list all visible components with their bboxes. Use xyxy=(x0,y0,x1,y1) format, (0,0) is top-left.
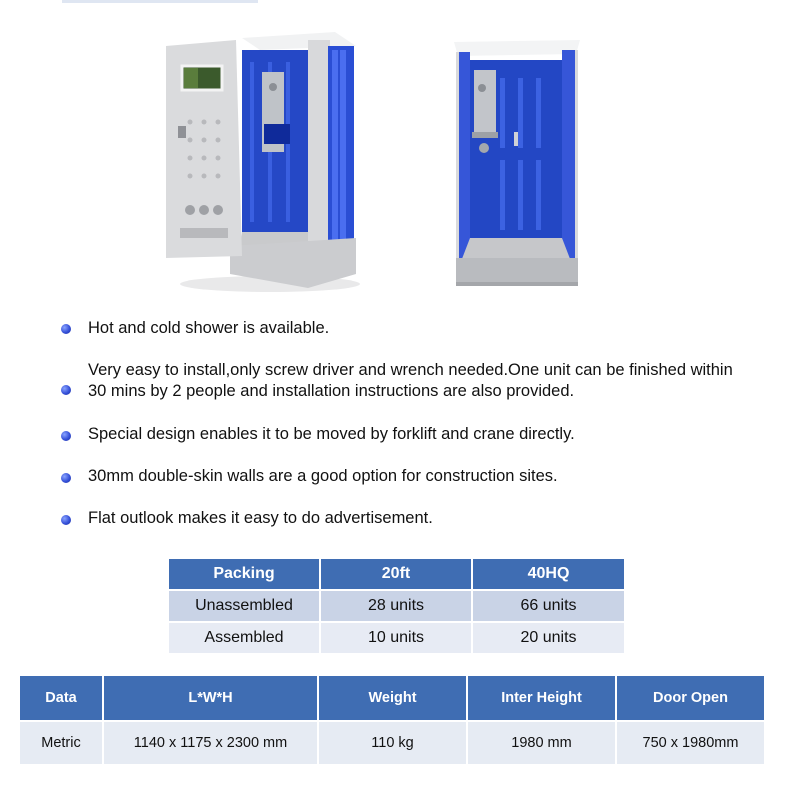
column-header: 40HQ xyxy=(473,559,624,589)
bullet-icon xyxy=(61,473,71,483)
column-header: L*W*H xyxy=(104,676,317,720)
bullet-icon xyxy=(61,324,71,334)
packing-table xyxy=(167,557,626,655)
table-cell: 20 units xyxy=(473,623,624,653)
table-cell: 1140 x 1175 x 2300 mm xyxy=(104,722,317,764)
table-cell: Metric xyxy=(20,722,102,764)
table-row xyxy=(20,722,764,764)
bullet-icon xyxy=(61,431,71,441)
column-header: Weight xyxy=(319,676,466,720)
feature-item xyxy=(58,360,748,402)
column-header: 20ft xyxy=(321,559,471,589)
shower-cabin-front-image xyxy=(452,36,584,290)
feature-item xyxy=(58,424,748,445)
column-header: Packing xyxy=(169,559,319,589)
table-cell: 28 units xyxy=(321,591,471,621)
table-row xyxy=(169,623,624,653)
table-cell: 10 units xyxy=(321,623,471,653)
shower-cabin-open-door-image xyxy=(160,32,360,294)
feature-text: 30mm double-skin walls are a good option for construction sites. xyxy=(88,467,558,485)
feature-text: Hot and cold shower is available. xyxy=(88,319,330,337)
specification-table xyxy=(18,674,766,766)
column-header: Inter Height xyxy=(468,676,615,720)
table-cell: 66 units xyxy=(473,591,624,621)
table-row xyxy=(169,591,624,621)
bullet-icon xyxy=(61,515,71,525)
table-cell: 110 kg xyxy=(319,722,466,764)
feature-item xyxy=(58,466,748,487)
table-header-row xyxy=(20,676,764,720)
table-cell: 750 x 1980mm xyxy=(617,722,764,764)
feature-text: Special design enables it to be moved by forklift and crane directly. xyxy=(88,425,575,443)
top-divider xyxy=(62,0,258,3)
bullet-icon xyxy=(61,385,71,395)
feature-text: Very easy to install,only screw driver and wrench needed.One unit can be finished within 30 mins by 2 people and installation instructions are also provided. xyxy=(88,361,733,400)
table-cell: Assembled xyxy=(169,623,319,653)
feature-item xyxy=(58,508,748,529)
table-cell: Unassembled xyxy=(169,591,319,621)
table-header-row xyxy=(169,559,624,589)
column-header: Door Open xyxy=(617,676,764,720)
feature-text: Flat outlook makes it easy to do advertisement. xyxy=(88,509,433,527)
table-cell: 1980 mm xyxy=(468,722,615,764)
column-header: Data xyxy=(20,676,102,720)
feature-item xyxy=(58,318,748,339)
